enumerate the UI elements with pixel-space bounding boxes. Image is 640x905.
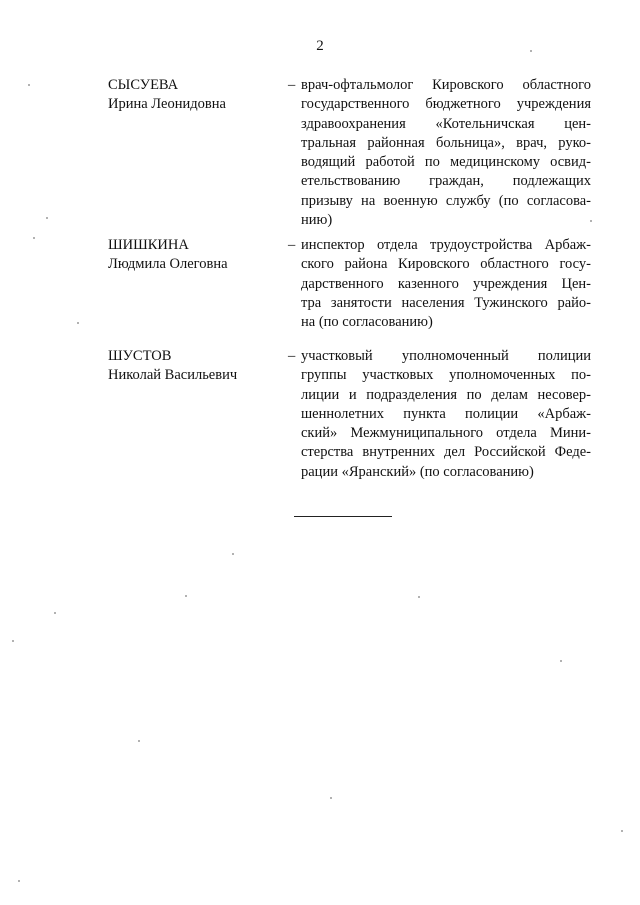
scan-speck [46,217,48,219]
description-line: нию) [301,212,333,229]
description-line: лиции и подразделения по делам несовер- [301,386,591,403]
entry-dash: – [288,77,296,93]
description-line: рации «Яранский» (по согласованию) [301,463,534,480]
entry-surname: ШУСТОВ [108,348,172,364]
scan-speck [185,595,187,597]
description-line: водящий работой по медицинскому освид- [301,154,591,171]
description-line: государственного бюджетного учреждения [301,96,591,113]
entry-dash: – [288,348,296,364]
description-line: тральная районная больница», врач, руко- [301,134,591,151]
entry-given-names: Ирина Леонидовна [108,96,226,112]
description-line: тра занятости населения Тужинского райо- [301,294,591,311]
description-line: группы участковых уполномоченных по- [301,367,591,384]
description-line: здравоохранения «Котельничская цен- [301,115,591,132]
description-line: участковый уполномоченный полиции [301,348,591,364]
description-line: ского района Кировского областного госу- [301,256,591,273]
entry-description [301,347,591,482]
closing-rule [294,516,392,517]
description-line: дарственного казенного учреждения Цен- [301,275,591,292]
page-number: 2 [316,38,324,54]
entry-surname: СЫСУЕВА [108,77,179,93]
description-line: стерства внутренних дел Российской Феде- [301,444,591,461]
description-line: на (по согласованию) [301,314,433,331]
entry-surname: ШИШКИНА [108,237,189,253]
scan-speck [54,612,56,614]
scan-speck [590,220,592,222]
description-line: призыву на военную службу (по согласова- [301,192,591,209]
scan-speck [28,84,30,86]
description-line: шеннолетних пункта полиции «Арбаж- [301,405,591,422]
scan-speck [530,50,532,52]
scan-speck [138,740,140,742]
entry-dash: – [288,237,296,253]
scan-speck [560,660,562,662]
description-line: врач-офтальмолог Кировского областного [301,77,591,93]
entry-given-names: Николай Васильевич [108,367,238,383]
description-line: етельствованию граждан, подлежащих [301,173,591,190]
scan-speck [77,322,79,324]
scan-speck [232,553,234,555]
entry-description [301,76,591,230]
entry-description [301,236,591,332]
scan-speck [330,797,332,799]
scan-speck [621,830,623,832]
description-line: инспектор отдела трудоустройства Арбаж- [301,237,591,253]
description-line: ский» Межмуниципального отдела Мини- [301,425,591,442]
scan-speck [418,596,420,598]
entry-given-names: Людмила Олеговна [108,256,228,272]
scan-speck [33,237,35,239]
scan-speck [18,880,20,882]
scan-speck [12,640,14,642]
